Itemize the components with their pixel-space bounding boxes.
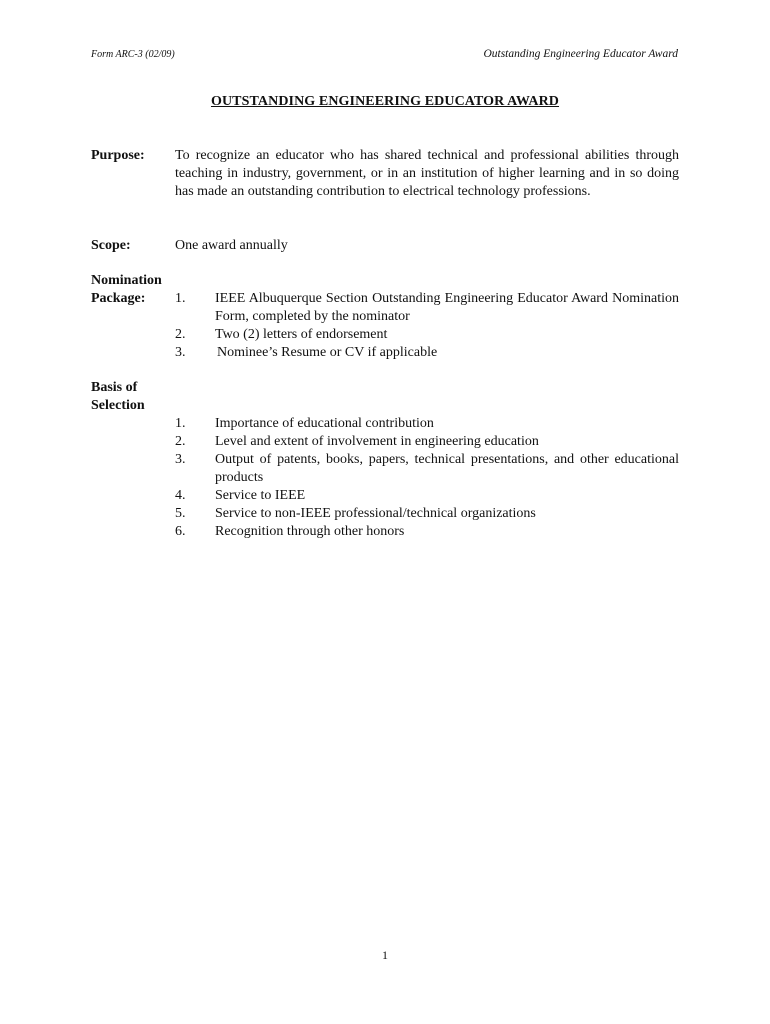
form-id: Form ARC-3 (02/09) <box>91 49 175 60</box>
nomination-item-number: 1. <box>175 291 186 306</box>
page-number: 1 <box>382 948 388 962</box>
selection-item: Service to IEEE <box>215 488 306 503</box>
selection-item-number: 3. <box>175 452 186 467</box>
selection-item-number: 2. <box>175 434 186 449</box>
selection-label-line2: Selection <box>91 398 145 413</box>
selection-item: Recognition through other honors <box>215 524 405 539</box>
nomination-label-line1: Nomination <box>91 273 162 288</box>
scope-text: One award annually <box>175 238 288 253</box>
running-title: Outstanding Engineering Educator Award <box>483 48 678 60</box>
nomination-item: Nominee’s Resume or CV if applicable <box>217 345 438 360</box>
nomination-item-number: 2. <box>175 327 186 342</box>
nomination-item: IEEE Albuquerque Section Outstanding Engineering Educator Award Nomination Form, completed by the nominator <box>215 291 679 324</box>
selection-item-number: 6. <box>175 524 186 539</box>
nomination-item-number: 3. <box>175 345 186 360</box>
selection-item: Service to non-IEEE professional/technical organizations <box>215 506 536 521</box>
nomination-label-line2: Package: <box>91 291 146 306</box>
selection-item: Output of patents, books, papers, technical presentations, and other educational products <box>215 452 679 485</box>
selection-item-number: 5. <box>175 506 186 521</box>
selection-label-line1: Basis of <box>91 380 138 395</box>
selection-item: Importance of educational contribution <box>215 416 434 431</box>
purpose-label: Purpose: <box>91 148 145 163</box>
scope-label: Scope: <box>91 238 131 253</box>
selection-item-number: 1. <box>175 416 186 431</box>
page-title: OUTSTANDING ENGINEERING EDUCATOR AWARD <box>210 94 560 109</box>
selection-item: Level and extent of involvement in engineering education <box>215 434 539 449</box>
purpose-text: To recognize an educator who has shared technical and professional abilities through teaching in industry, government, or in an institution of higher learning and in so doing has made an outstanding contribution to electrical technology professions. <box>175 148 679 199</box>
selection-item-number: 4. <box>175 488 186 503</box>
nomination-item: Two (2) letters of endorsement <box>215 327 388 342</box>
